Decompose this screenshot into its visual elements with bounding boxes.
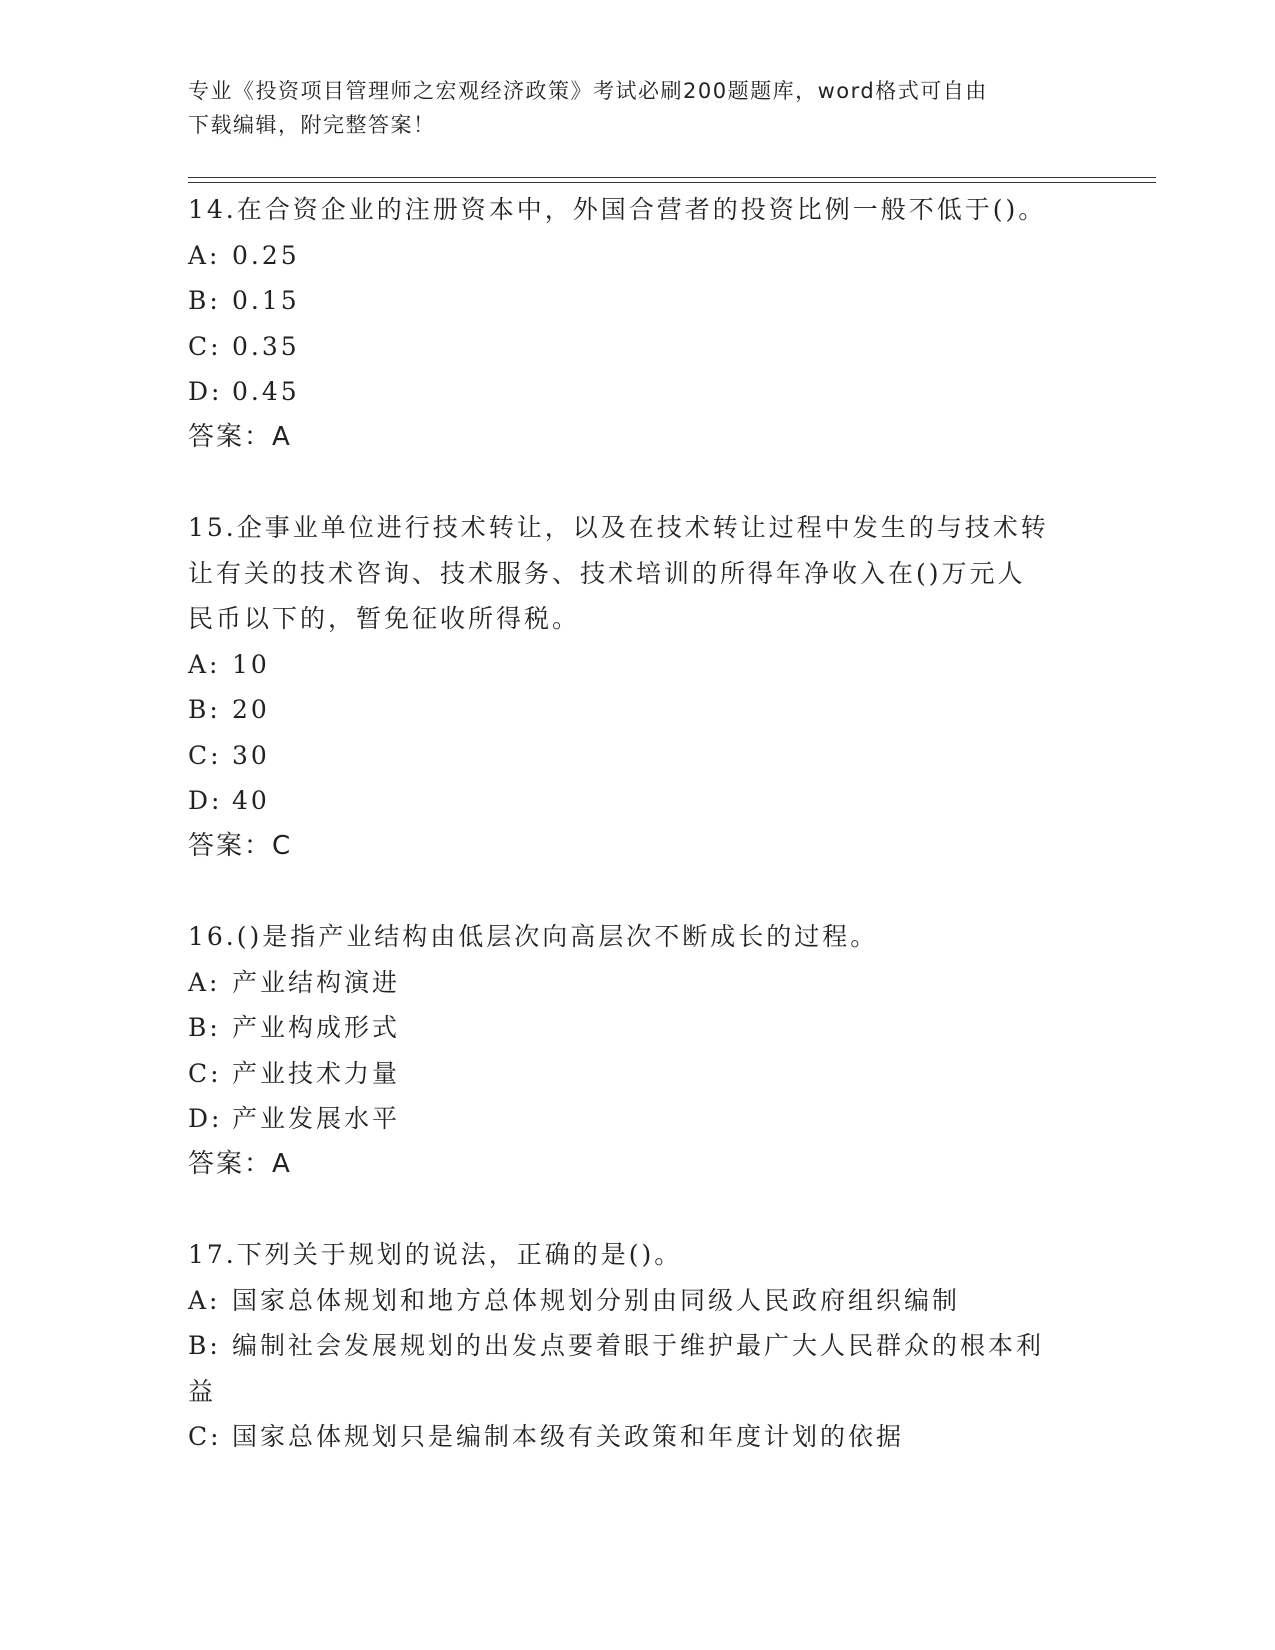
question-stem: 14.在合资企业的注册资本中，外国合营者的投资比例一般不低于()。 [188,195,1047,224]
document-header [188,74,1088,142]
option-b [188,1005,1078,1051]
option-c [188,733,1078,779]
option-text: 产业发展水平 [232,1104,401,1133]
option-text: 国家总体规划只是编制本级有关政策和年度计划的依据 [232,1422,905,1451]
option-c [188,1051,1078,1097]
option-text: 10 [232,649,270,679]
option-a [188,233,1078,279]
option-letter: B: [188,286,221,315]
option-a [188,960,1078,1006]
option-text: 0.25 [232,240,300,270]
question-spacer [188,869,1078,914]
option-d [188,778,1078,824]
answer-line: 答案：C [188,830,293,861]
option-letter: D: [188,1104,223,1133]
option-letter: C: [188,331,222,361]
option-letter: C: [188,1422,222,1451]
option-b [188,278,1078,324]
question-15 [188,505,1078,869]
option-text: 40 [232,786,270,815]
header-line-1: 专业《投资项目管理师之宏观经济政策》考试必刷200题题库，word格式可自由 [188,79,988,103]
header-rule-top [188,177,1156,178]
header-line-2: 下载编辑，附完整答案！ [188,113,436,137]
question-16 [188,914,1078,1187]
option-b [188,1323,1078,1369]
option-c [188,1414,1078,1460]
question-list [188,187,1078,1460]
answer-line: 答案：A [188,421,292,452]
option-letter: A: [188,967,221,997]
option-letter: A: [188,240,221,270]
answer-line: 答案：A [188,1148,292,1179]
option-text: 0.35 [232,331,300,361]
question-spacer [188,460,1078,505]
option-b-continued [188,1369,1078,1415]
option-text: 产业结构演进 [232,967,401,997]
question-stem: 17.下列关于规划的说法，正确的是()。 [188,1240,683,1269]
option-text: 编制社会发展规划的出发点要着眼于维护最广大人民群众的根本利 [232,1331,1045,1360]
question-stem: 16.()是指产业结构由低层次向高层次不断成长的过程。 [188,922,879,951]
option-a [188,642,1078,688]
question-stem-line-1: 15.企事业单位进行技术转让，以及在技术转让过程中发生的与技术转 [188,513,1049,542]
header-rule-bottom [188,182,1156,183]
option-a [188,1278,1078,1324]
option-letter: A: [188,649,221,679]
option-text: 产业技术力量 [232,1058,401,1088]
option-letter: D: [188,377,223,406]
option-b [188,687,1078,733]
question-stem-line-3: 民币以下的，暂免征收所得税。 [188,604,581,633]
option-letter: B: [188,695,221,724]
option-text: 20 [232,695,270,724]
question-17 [188,1232,1078,1460]
option-letter: C: [188,740,222,770]
option-d [188,369,1078,415]
question-spacer [188,1187,1078,1232]
option-letter: B: [188,1331,221,1360]
option-text: 0.45 [232,377,300,406]
option-letter: C: [188,1058,222,1088]
option-text: 国家总体规划和地方总体规划分别由同级人民政府组织编制 [232,1285,961,1315]
question-14 [188,187,1078,460]
question-stem-line-2: 让有关的技术咨询、技术服务、技术培训的所得年净收入在()万元人 [188,558,1026,588]
option-letter: A: [188,1285,221,1315]
option-text: 产业构成形式 [232,1013,401,1042]
option-text-continued: 益 [188,1376,217,1406]
option-d [188,1096,1078,1142]
option-text: 0.15 [232,286,300,315]
option-letter: B: [188,1013,221,1042]
option-c [188,324,1078,370]
option-letter: D: [188,786,223,815]
option-text: 30 [232,740,270,770]
